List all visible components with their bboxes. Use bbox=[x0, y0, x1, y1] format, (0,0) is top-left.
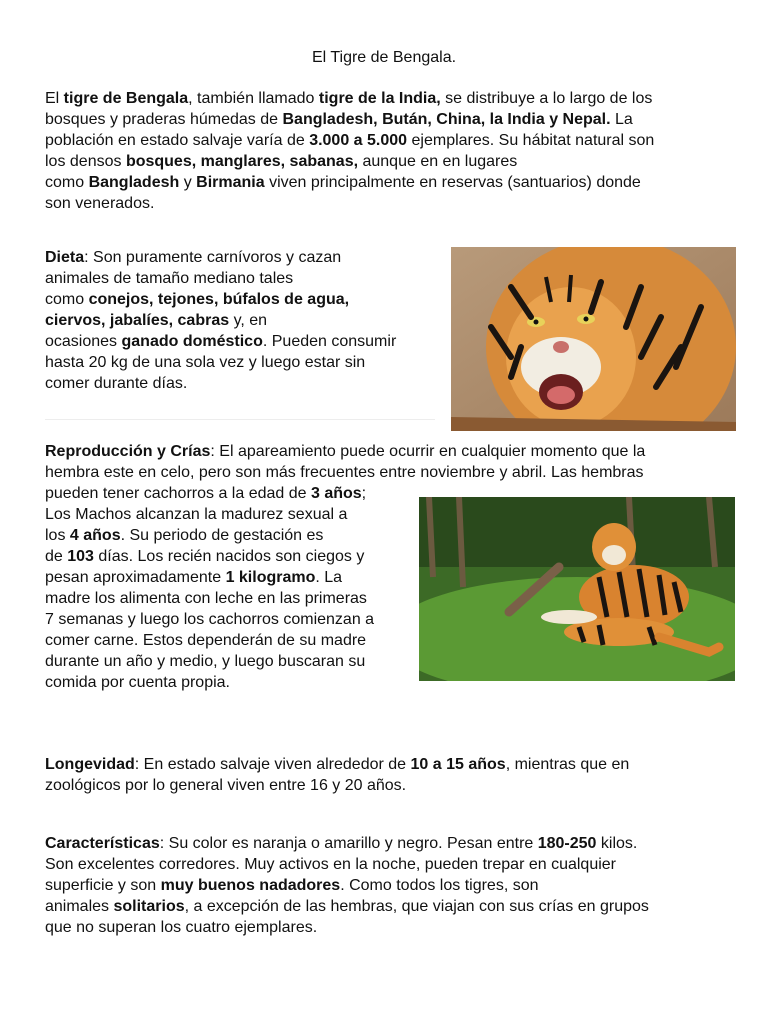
bold-text-run: ganado doméstico bbox=[121, 333, 263, 350]
text-run: hembra este en celo, pero son más frecuentes entre noviembre y abril. Las hembras bbox=[45, 464, 644, 481]
intro-line bbox=[45, 109, 735, 130]
text-run: comer durante días. bbox=[45, 375, 188, 392]
bold-text-run: Dieta bbox=[45, 249, 85, 266]
intro-line bbox=[45, 151, 735, 172]
text-run: población en estado salvaje varía de bbox=[45, 132, 310, 149]
text-run: Son excelentes corredores. Muy activos en la noche, pueden trepar en cualquier bbox=[45, 856, 617, 873]
text-run: comer carne. Estos dependerán de su madre bbox=[45, 632, 367, 649]
text-run: comida por cuenta propia. bbox=[45, 674, 230, 691]
intro-line bbox=[45, 88, 735, 109]
bold-text-run: Longevidad bbox=[45, 756, 135, 773]
bold-text-run: 3 años bbox=[310, 485, 362, 502]
longevity-paragraph bbox=[45, 754, 735, 796]
document-title: El Tigre de Bengala. bbox=[311, 49, 457, 66]
intro-paragraph bbox=[45, 88, 735, 214]
characteristics-line bbox=[45, 917, 735, 938]
bold-text-run: muy buenos nadadores bbox=[160, 877, 341, 894]
intro-line bbox=[45, 193, 735, 214]
text-run: , a excepción de las hembras, que viajan con sus crías en grupos bbox=[184, 898, 649, 915]
text-run: hasta 20 kg de una sola vez y luego estar sin bbox=[45, 354, 366, 371]
bold-text-run: ciervos, jabalíes, cabras bbox=[45, 312, 230, 329]
bold-text-run: Bangladesh, Bután, China, la India y Nepal. bbox=[282, 111, 611, 128]
bold-text-run: 4 años bbox=[69, 527, 121, 544]
text-run: pueden tener cachorros a la edad de bbox=[45, 485, 311, 502]
intro-line bbox=[45, 130, 735, 151]
bold-text-run: tigre de Bengala bbox=[63, 90, 189, 107]
characteristics-line bbox=[45, 833, 735, 854]
text-run: . Su periodo de gestación es bbox=[120, 527, 324, 544]
text-run: zoológicos por lo general viven entre 16 y 20 años. bbox=[45, 777, 407, 794]
text-run: La bbox=[610, 111, 633, 128]
bold-text-run: Birmania bbox=[196, 174, 265, 191]
text-run: kilos. bbox=[596, 835, 638, 852]
bold-text-run: 103 bbox=[67, 548, 94, 565]
diet-line bbox=[45, 289, 445, 310]
text-run: y bbox=[179, 174, 197, 191]
text-run: 7 semanas y luego los cachorros comienzan a bbox=[45, 611, 375, 628]
diet-paragraph bbox=[45, 247, 445, 394]
text-run: y, en bbox=[229, 312, 268, 329]
reproduction-line bbox=[45, 441, 735, 462]
text-run: : En estado salvaje viven alrededor de bbox=[134, 756, 411, 773]
characteristics-line bbox=[45, 854, 735, 875]
bold-text-run: 3.000 a 5.000 bbox=[309, 132, 408, 149]
text-run: , también llamado bbox=[188, 90, 319, 107]
bold-text-run: solitarios bbox=[113, 898, 185, 915]
bold-text-run: Reproducción y Crías bbox=[45, 443, 211, 460]
characteristics-line bbox=[45, 896, 735, 917]
text-run: los bbox=[45, 527, 70, 544]
text-run: animales bbox=[45, 898, 114, 915]
characteristics-paragraph bbox=[45, 833, 735, 938]
bold-text-run: Bangladesh bbox=[88, 174, 180, 191]
diet-line bbox=[45, 373, 445, 394]
text-run: bosques y praderas húmedas de bbox=[45, 111, 283, 128]
diet-line bbox=[45, 310, 445, 331]
text-run: que no superan los cuatro ejemplares. bbox=[45, 919, 318, 936]
text-run: : Su color es naranja o amarillo y negro. Pesan entre bbox=[159, 835, 538, 852]
text-run: se distribuye a lo largo de los bbox=[440, 90, 653, 107]
text-run: ocasiones bbox=[45, 333, 122, 350]
text-run: , mientras que en bbox=[505, 756, 630, 773]
text-run: : Son puramente carnívoros y cazan bbox=[84, 249, 342, 266]
characteristics-line bbox=[45, 875, 735, 896]
bold-text-run: 10 a 15 años bbox=[410, 756, 506, 773]
text-run: aunque en en lugares bbox=[358, 153, 518, 170]
text-run: los densos bbox=[45, 153, 126, 170]
text-run: . Como todos los tigres, son bbox=[340, 877, 539, 894]
diet-line bbox=[45, 268, 445, 289]
text-run: : El apareamiento puede ocurrir en cualquier momento que la bbox=[210, 443, 646, 460]
resting-tiger-photo bbox=[419, 497, 735, 681]
text-run: pesan aproximadamente bbox=[45, 569, 226, 586]
bold-text-run: 180-250 bbox=[537, 835, 597, 852]
text-run: ; bbox=[361, 485, 367, 502]
section-divider bbox=[45, 419, 435, 420]
diet-line bbox=[45, 352, 445, 373]
diet-line bbox=[45, 331, 445, 352]
bold-text-run: 1 kilogramo bbox=[225, 569, 316, 586]
text-run: ejemplares. Su hábitat natural son bbox=[407, 132, 655, 149]
text-run: animales de tamaño mediano tales bbox=[45, 270, 294, 287]
longevity-line bbox=[45, 775, 735, 796]
bold-text-run: conejos, tejones, búfalos de agua, bbox=[88, 291, 350, 308]
reproduction-line bbox=[45, 462, 735, 483]
text-run: son venerados. bbox=[45, 195, 155, 212]
text-run: de bbox=[45, 548, 68, 565]
intro-line bbox=[45, 172, 735, 193]
text-run: Los Machos alcanzan la madurez sexual a bbox=[45, 506, 348, 523]
text-run: viven principalmente en reservas (santuarios) donde bbox=[264, 174, 641, 191]
text-run: como bbox=[45, 291, 89, 308]
bold-text-run: bosques, manglares, sabanas, bbox=[125, 153, 359, 170]
longevity-line bbox=[45, 754, 735, 775]
bold-text-run: tigre de la India, bbox=[318, 90, 441, 107]
diet-line bbox=[45, 247, 445, 268]
text-run: como bbox=[45, 174, 89, 191]
text-run: madre los alimenta con leche en las primeras bbox=[45, 590, 367, 607]
text-run: . Pueden consumir bbox=[262, 333, 397, 350]
text-run: durante un año y medio, y luego buscaran su bbox=[45, 653, 366, 670]
text-run: . La bbox=[315, 569, 343, 586]
text-run: superficie y son bbox=[45, 877, 161, 894]
bold-text-run: Características bbox=[45, 835, 160, 852]
text-run: días. Los recién nacidos son ciegos y bbox=[93, 548, 365, 565]
text-run: El bbox=[45, 90, 64, 107]
roaring-tiger-photo bbox=[451, 247, 736, 431]
